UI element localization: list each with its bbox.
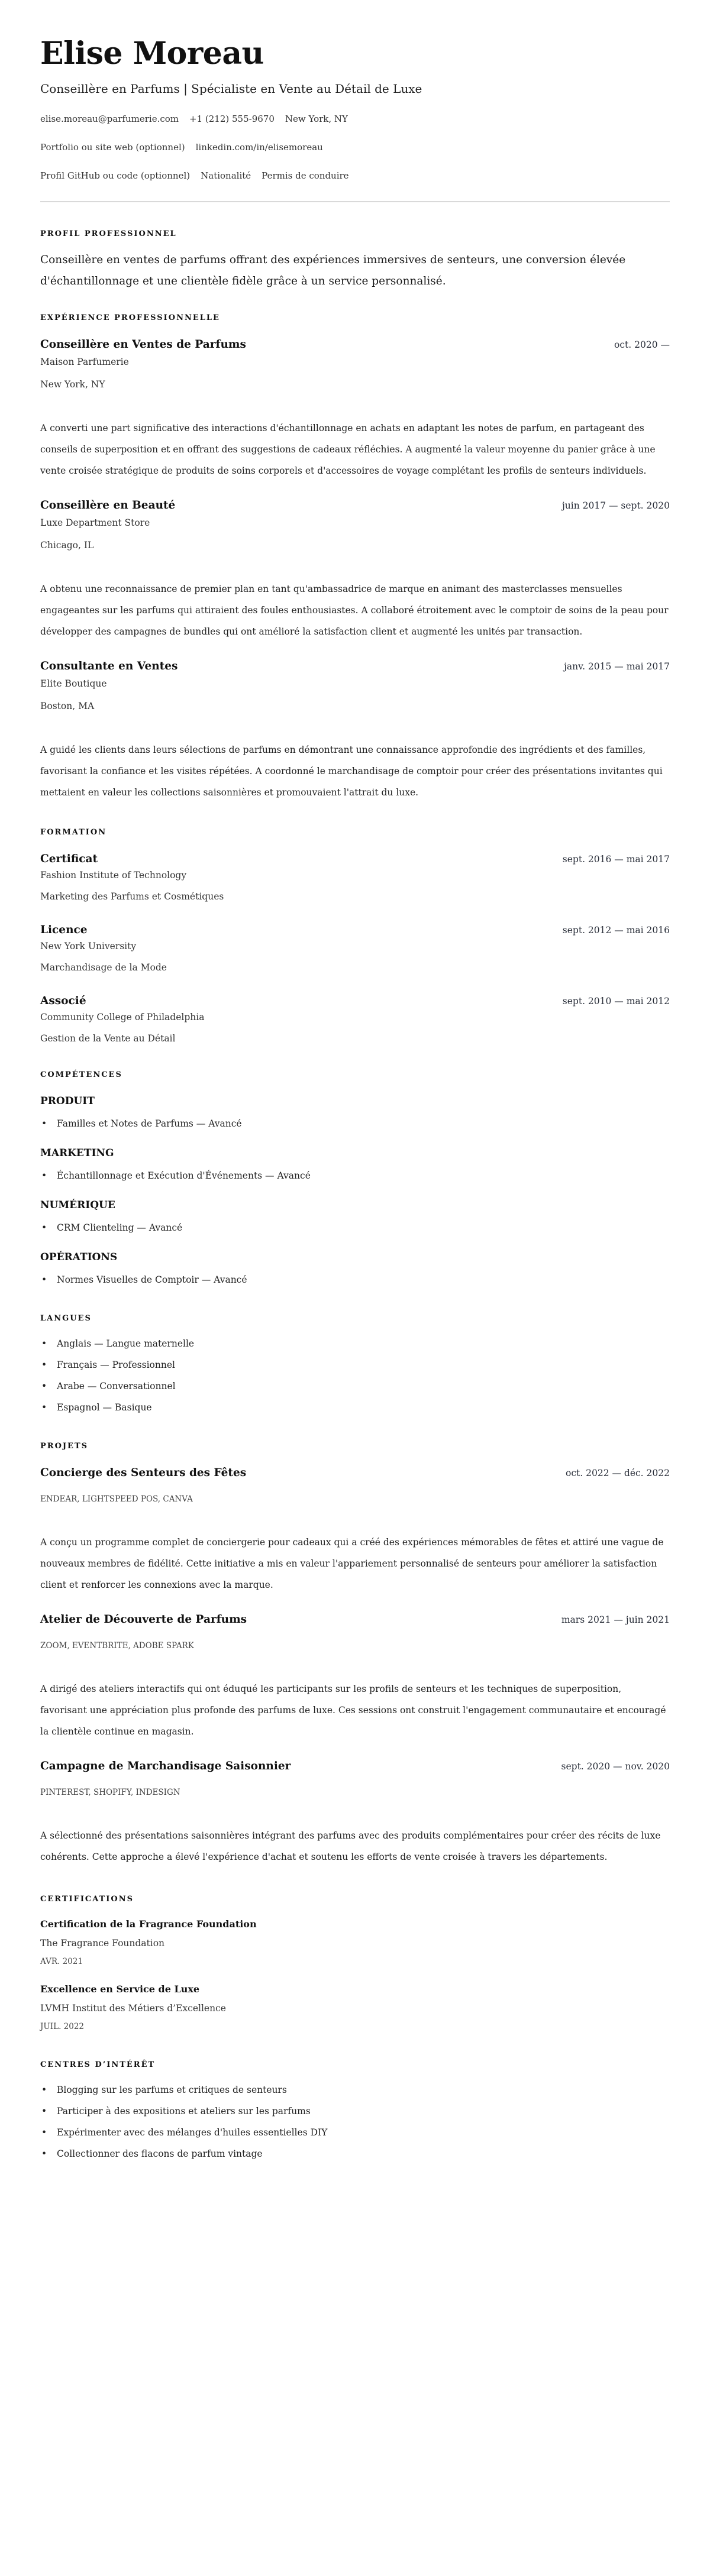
skill-category: MARKETING <box>40 1147 114 1159</box>
section-title-certifications: CERTIFICATIONS <box>40 1895 134 1904</box>
education-dates: sept. 2016 — mai 2017 <box>562 854 670 865</box>
resume-header <box>40 35 670 202</box>
certification-entry <box>40 1917 670 1968</box>
section-summary <box>40 228 670 292</box>
project-entry <box>40 1465 670 1596</box>
language-item <box>40 1376 670 1397</box>
section-title-projects: PROJETS <box>40 1442 89 1451</box>
section-title-languages: LANGUES <box>40 1314 92 1323</box>
skill-list <box>40 1273 670 1287</box>
contact-portfolio[interactable]: Portfolio ou site web (optionnel) <box>40 142 185 153</box>
education-entry <box>40 993 670 1046</box>
section-languages <box>40 1313 670 1418</box>
bullet-icon: • <box>41 1118 47 1129</box>
certification-name: Excellence en Service de Luxe <box>40 1983 200 1995</box>
interest-item <box>40 2079 670 2101</box>
project-entry <box>40 1759 670 1868</box>
experience-entry <box>40 659 670 803</box>
certification-name: Certification de la Fragrance Foundation <box>40 1918 257 1930</box>
bullet-icon: • <box>41 1381 47 1391</box>
education-entry-header <box>40 852 670 867</box>
project-tech-stack: ZOOM, EVENTBRITE, ADOBE SPARK <box>40 1641 194 1651</box>
experience-company: Luxe Department Store <box>40 517 150 528</box>
contact-linkedin[interactable]: linkedin.com/in/elisemoreau <box>195 142 323 153</box>
certification-issuer: The Fragrance Foundation <box>40 1938 165 1949</box>
experience-company: Elite Boutique <box>40 678 107 689</box>
education-degree: Associé <box>40 995 86 1007</box>
language-label: Espagnol — Basique <box>57 1402 152 1413</box>
bullet-icon: • <box>41 2148 47 2159</box>
interest-list <box>40 2079 670 2164</box>
interest-item <box>40 2122 670 2143</box>
project-tech-stack: ENDEAR, LIGHTSPEED POS, CANVA <box>40 1494 193 1504</box>
project-description: A dirigé des ateliers interactifs qui ont éduqué les participants sur les profils de senteurs et les techniques de superposition, favorisant une appréciation plus profonde des parfums de luxe. Ces sessions ont construit l'engagement communautaire et encouragé la clientèle continue en magasin. <box>40 1684 666 1737</box>
project-entry-header <box>40 1759 670 1774</box>
experience-description: A obtenu une reconnaissance de premier plan en tant qu'ambassadrice de marque en animant des masterclasses mensuelles engageantes sur les parfums qui attiraient des foules enthousiastes. A collaboré étroitement avec le comptoir de soins de la peau pour développer des campagnes de bundles qui ont amélioré la satisfaction client et augmenté les unités par transaction. <box>40 584 669 637</box>
contact-row-links <box>40 141 670 154</box>
education-dates: sept. 2010 — mai 2012 <box>562 996 670 1007</box>
language-label: Français — Professionnel <box>57 1360 175 1370</box>
candidate-name: Elise Moreau <box>40 35 264 72</box>
project-dates: sept. 2020 — nov. 2020 <box>561 1761 670 1772</box>
skill-category: NUMÉRIQUE <box>40 1199 115 1211</box>
education-degree: Certificat <box>40 853 98 865</box>
experience-dates: janv. 2015 — mai 2017 <box>564 661 670 672</box>
project-dates: mars 2021 — juin 2021 <box>561 1614 670 1625</box>
bullet-icon: • <box>41 1222 47 1233</box>
skill-category: PRODUIT <box>40 1095 95 1107</box>
interest-label: Collectionner des flacons de parfum vintage <box>57 2148 263 2159</box>
bullet-icon: • <box>41 2127 47 2138</box>
bullet-icon: • <box>41 1402 47 1413</box>
contact-github[interactable]: Profil GitHub ou code (optionnel) <box>40 170 191 181</box>
bullet-icon: • <box>41 1170 47 1181</box>
language-item <box>40 1354 670 1376</box>
skill-category: OPÉRATIONS <box>40 1251 118 1263</box>
bullet-icon: • <box>41 1274 47 1285</box>
education-entry <box>40 923 670 975</box>
contact-email[interactable]: elise.moreau@parfumerie.com <box>40 114 179 124</box>
project-description: A sélectionné des présentations saisonnières intégrant des parfums avec des produits complémentaires pour créer des récits de luxe cohérents. Cette approche a élevé l'expérience d'achat et soutenu les efforts de vente croisée à travers les départements. <box>40 1830 661 1862</box>
section-experience <box>40 312 670 803</box>
project-entry <box>40 1612 670 1742</box>
education-field: Marchandisage de la Mode <box>40 962 167 973</box>
skill-list <box>40 1117 670 1131</box>
contact-nationality: Nationalité <box>201 170 251 181</box>
certification-issuer: LVMH Institut des Métiers d’Excellence <box>40 2003 226 2014</box>
section-title-experience: EXPÉRIENCE PROFESSIONNELLE <box>40 313 220 322</box>
interest-label: Expérimenter avec des mélanges d'huiles essentielles DIY <box>57 2127 328 2138</box>
section-title-education: FORMATION <box>40 828 107 837</box>
bullet-icon: • <box>41 1338 47 1349</box>
education-entry-header <box>40 923 670 938</box>
education-entry-header <box>40 993 670 1009</box>
interest-label: Blogging sur les parfums et critiques de senteurs <box>57 2085 287 2095</box>
contact-location: New York, NY <box>285 114 348 124</box>
project-tech-stack: PINTEREST, SHOPIFY, INDESIGN <box>40 1788 180 1797</box>
section-certifications <box>40 1894 670 2033</box>
section-skills <box>40 1069 670 1287</box>
skill-label: Familles et Notes de Parfums — Avancé <box>57 1118 242 1129</box>
skill-label: CRM Clienteling — Avancé <box>57 1222 183 1233</box>
project-entry-header <box>40 1465 670 1481</box>
experience-description: A guidé les clients dans leurs sélections de parfums en démontrant une connaissance approfondie des ingrédients et des familles, favorisant la confiance et les visites répétées. A coordonné le marchandisage de comptoir pour créer des présentations invitantes qui mettaient en valeur les collections saisonnières et promouvaient l'attrait du luxe. <box>40 745 663 798</box>
skill-item <box>40 1273 670 1287</box>
interest-label: Participer à des expositions et ateliers sur les parfums <box>57 2106 311 2117</box>
section-title-skills: COMPÉTENCES <box>40 1070 122 1079</box>
section-title-interests: CENTRES D’INTÉRÊT <box>40 2060 156 2069</box>
summary-text: Conseillère en ventes de parfums offrant des expériences immersives de senteurs, une conversion élevée d'échantillonnage et une clientèle fidèle grâce à un service personnalisé. <box>40 254 626 287</box>
project-name: Concierge des Senteurs des Fêtes <box>40 1467 247 1479</box>
language-label: Anglais — Langue maternelle <box>57 1338 195 1349</box>
education-institution: Community College of Philadelphia <box>40 1012 205 1022</box>
project-name: Campagne de Marchandisage Saisonnier <box>40 1760 291 1772</box>
skill-item <box>40 1117 670 1131</box>
experience-company: Maison Parfumerie <box>40 357 129 367</box>
education-field: Marketing des Parfums et Cosmétiques <box>40 891 224 902</box>
section-projects <box>40 1441 670 1868</box>
project-entry-header <box>40 1612 670 1627</box>
certification-entry <box>40 1982 670 2033</box>
skill-list <box>40 1221 670 1235</box>
bullet-icon: • <box>41 2085 47 2095</box>
experience-entry <box>40 337 670 481</box>
certification-date: JUIL. 2022 <box>40 2022 85 2031</box>
experience-role: Conseillère en Ventes de Parfums <box>40 338 246 351</box>
skill-label: Normes Visuelles de Comptoir — Avancé <box>57 1274 247 1285</box>
project-dates: oct. 2022 — déc. 2022 <box>566 1468 670 1478</box>
bullet-icon: • <box>41 1360 47 1370</box>
section-education <box>40 827 670 1046</box>
education-degree: Licence <box>40 924 88 936</box>
experience-location: New York, NY <box>40 379 105 390</box>
skill-item <box>40 1169 670 1183</box>
education-entry <box>40 852 670 904</box>
experience-entry-header <box>40 337 670 352</box>
education-dates: sept. 2012 — mai 2016 <box>562 925 670 936</box>
language-item <box>40 1397 670 1418</box>
contact-row-extra <box>40 169 670 182</box>
experience-location: Chicago, IL <box>40 540 94 551</box>
contact-driving-license: Permis de conduire <box>262 170 349 181</box>
contact-row-primary <box>40 112 670 125</box>
interest-item <box>40 2143 670 2164</box>
experience-entry-header <box>40 659 670 674</box>
experience-entry-header <box>40 498 670 513</box>
section-title-summary: PROFIL PROFESSIONNEL <box>40 229 177 238</box>
project-description: A conçu un programme complet de conciergerie pour cadeaux qui a créé des expériences mémorables de fêtes et attiré une vague de nouveaux membres de fidélité. Cette initiative a mis en valeur l'appariement personnalisé de senteurs pour améliorer la satisfaction client et renforcer les connexions avec la marque. <box>40 1537 664 1590</box>
education-field: Gestion de la Vente au Détail <box>40 1033 176 1044</box>
contact-phone[interactable]: +1 (212) 555-9670 <box>189 114 275 124</box>
education-institution: Fashion Institute of Technology <box>40 870 187 881</box>
certification-date: AVR. 2021 <box>40 1957 83 1966</box>
language-label: Arabe — Conversationnel <box>57 1381 176 1391</box>
experience-entry <box>40 498 670 642</box>
experience-role: Consultante en Ventes <box>40 660 178 672</box>
language-list <box>40 1333 670 1418</box>
experience-role: Conseillère en Beauté <box>40 499 176 512</box>
skill-item <box>40 1221 670 1235</box>
section-interests <box>40 2059 670 2164</box>
interest-item <box>40 2101 670 2122</box>
education-institution: New York University <box>40 941 137 952</box>
bullet-icon: • <box>41 2106 47 2117</box>
header-divider <box>40 201 670 202</box>
skill-list <box>40 1169 670 1183</box>
experience-location: Boston, MA <box>40 701 95 711</box>
skill-label: Échantillonnage et Exécution d'Événements — Avancé <box>57 1170 311 1181</box>
candidate-headline: Conseillère en Parfums | Spécialiste en Vente au Détail de Luxe <box>40 82 422 96</box>
language-item <box>40 1333 670 1354</box>
experience-description: A converti une part significative des interactions d'échantillonnage en achats en adaptant les notes de parfum, en partageant des conseils de superposition et en offrant des suggestions de cadeaux réfléchies. A augmenté la valeur moyenne du panier grâce à une vente croisée stratégique de produits de soins corporels et d'accessoires de voyage complétant les profils de senteurs individuels. <box>40 423 656 476</box>
experience-dates: oct. 2020 — <box>614 339 670 350</box>
project-name: Atelier de Découverte de Parfums <box>40 1613 247 1626</box>
experience-dates: juin 2017 — sept. 2020 <box>561 500 670 511</box>
